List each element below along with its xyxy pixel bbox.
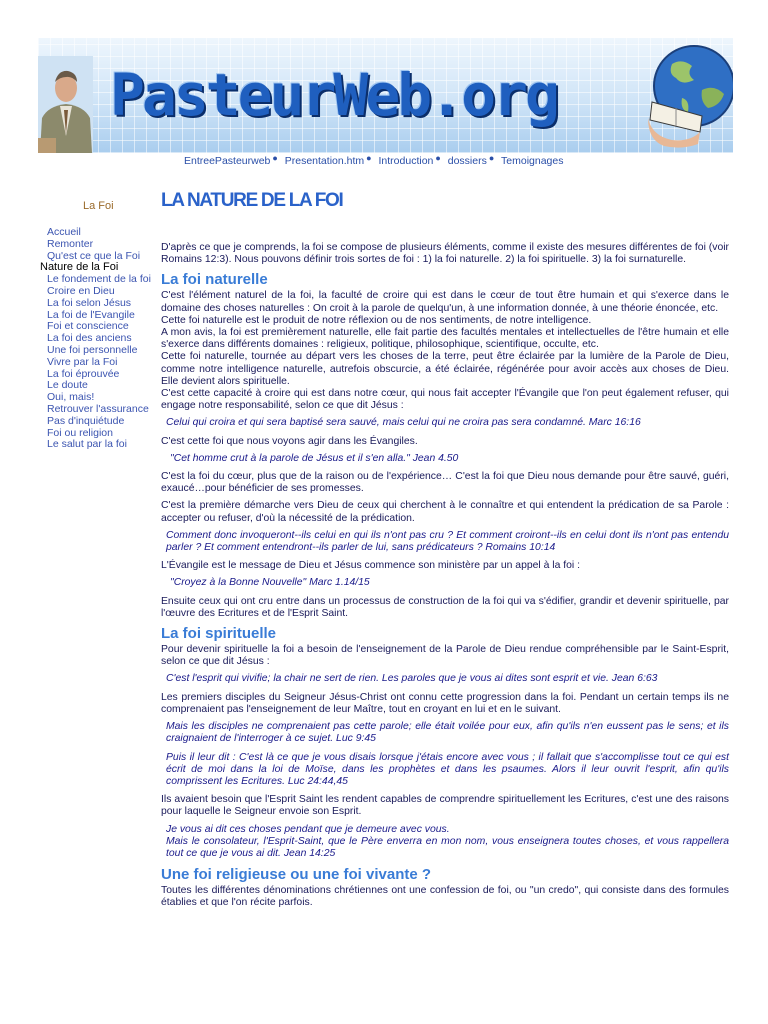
- sidebar-item-foi-ou-religion[interactable]: Foi ou religion: [47, 426, 113, 439]
- sidebar-navigation: [40, 227, 160, 451]
- section-heading-foi-naturelle: La foi naturelle: [161, 271, 268, 289]
- sidebar-item-foi-eprouvee[interactable]: La foi éprouvée: [47, 367, 120, 380]
- sidebar-item-foi-anciens[interactable]: La foi des anciens: [47, 332, 132, 345]
- paragraph: C'est cette capacité à croire qui est dans notre cœur, qui nous fait accepter l'Évangile que l'on peut également refuser, qui engage notre responsabilité, selon ce que dit Jésus :: [161, 388, 729, 412]
- scripture-quote: Mais le consolateur, l'Esprit-Saint, que le Père enverra en mon nom, vous enseignera toutes choses, et vous rappellera tout ce que je vous ai dit. Jean 14:25: [166, 835, 729, 859]
- paragraph: Les premiers disciples du Seigneur Jésus-Christ ont connu cette progression dans la foi. Pendant un certain temps ils ne comprenaient pas l'enseignement de leur Maître, tout en croyant en lui et en le suivant.: [161, 691, 729, 715]
- scripture-quote: Mais les disciples ne comprenaient pas cette parole; elle était voilée pour eux, afin qu'ils n'en eussent pas le sens; et ils craignaient de l'interroger à ce sujet. Luc 9:45: [166, 721, 729, 745]
- sidebar-item-foi-conscience[interactable]: Foi et conscience: [47, 320, 129, 333]
- sidebar-item-foi-personnelle[interactable]: Une foi personnelle: [47, 343, 138, 356]
- sidebar-heading: La Foi: [83, 200, 114, 212]
- sidebar-item-remonter[interactable]: Remonter: [47, 237, 94, 250]
- section-heading-foi-religieuse: Une foi religieuse ou une foi vivante ?: [161, 866, 432, 884]
- sidebar-item-quest-ce-que-la-foi[interactable]: Qu'est ce que la Foi: [47, 249, 141, 262]
- sidebar-item-assurance[interactable]: Retrouver l'assurance: [47, 402, 149, 415]
- sidebar-item-nature-de-la-foi: Nature de la Foi: [40, 261, 119, 274]
- paragraph: Ils avaient besoin que l'Esprit Saint les rendent capables de comprendre spirituellement les Ecritures, c'est une des raisons pour laquelle le Seigneur envoie son Esprit.: [161, 794, 729, 818]
- section-heading-foi-spirituelle: La foi spirituelle: [161, 625, 277, 643]
- scripture-quote: Je vous ai dit ces choses pendant que je demeure avec vous.: [166, 823, 450, 835]
- scripture-quote: "Croyez à la Bonne Nouvelle" Marc 1.14/15: [170, 577, 370, 589]
- nav-link-dossiers[interactable]: dossiers: [447, 155, 487, 167]
- sidebar-item-salut-par-la-foi[interactable]: Le salut par la foi: [47, 438, 127, 451]
- paragraph: Cette foi naturelle est le produit de notre réflexion ou de nos sentiments, de notre intelligence.: [161, 314, 592, 326]
- paragraph: C'est la foi du cœur, plus que de la raison ou de l'expérience… C'est la foi que Dieu nous demande pour être sauvé, guéri, exaucé…pour bénéficier de ses promesses.: [161, 471, 729, 495]
- sidebar-item-oui-mais[interactable]: Oui, mais!: [47, 391, 95, 404]
- bullet-separator: ●: [272, 153, 278, 163]
- top-navigation: [184, 155, 563, 167]
- bullet-separator: ●: [488, 153, 495, 163]
- page-title: LA NATURE DE LA FOI: [161, 190, 343, 211]
- paragraph: Toutes les différentes dénominations chrétiennes ont une confession de foi, ou "un credo", qui consiste dans des formules établies et que l'on récite parfois.: [161, 885, 729, 909]
- paragraph: Cette foi naturelle, tournée au départ vers les choses de la terre, peut être éclairée par la lumière de la Parole de Dieu, comme notre intelligence naturelle, autrefois obscurcie, a été éclairée, régénérée pour avoir accès aux choses de Dieu. Elle devient alors spirituelle.: [161, 351, 729, 387]
- nav-link-introduction[interactable]: Introduction: [378, 155, 434, 167]
- paragraph: Ensuite ceux qui ont cru entre dans un processus de construction de la foi qui va s'édifier, grandir et devenir spirituelle, par l'œuvre des Ecritures et de l'Esprit Saint.: [161, 595, 729, 619]
- pastor-photo: [38, 56, 93, 153]
- nav-link-temoignages[interactable]: Temoignages: [501, 155, 564, 167]
- globe-bible-icon: [642, 40, 733, 150]
- intro-paragraph: D'après ce que je comprends, la foi se compose de plusieurs éléments, comme il existe des mesures différentes de foi (voir Romains 12:3). Nous pouvons définir trois sortes de foi : 1) la foi naturelle. 2) la foi spirituelle. 3) la foi surnaturelle.: [161, 242, 729, 266]
- paragraph: C'est la première démarche vers Dieu de ceux qui cherchent à le connaître et qui entendent la prédication de sa Parole : accepter ou refuser, d'où la nécessité de la prédication.: [161, 500, 729, 524]
- sidebar-item-foi-selon-jesus[interactable]: La foi selon Jésus: [47, 296, 132, 309]
- paragraph: C'est cette foi que nous voyons agir dans les Évangiles.: [161, 435, 418, 447]
- scripture-quote: Puis il leur dit : C'est là ce que je vous disais lorsque j'étais encore avec vous ; il fallait que s'accomplisse tout ce qui est écrit de moi dans la loi de Moïse, dans les prophètes et dans les psaumes. Alors il leur ouvrit l'esprit, afin qu'ils comprissent les Ecritures. Luc 24:44,45: [166, 751, 729, 787]
- sidebar-item-fondement[interactable]: Le fondement de la foi: [47, 273, 151, 286]
- sidebar-item-vivre-par-la-foi[interactable]: Vivre par la Foi: [47, 355, 118, 368]
- paragraph: L'Évangile est le message de Dieu et Jésus commence son ministère par un appel à la foi :: [161, 560, 580, 572]
- main-content: [161, 190, 729, 915]
- scripture-quote: C'est l'esprit qui vivifie; la chair ne sert de rien. Les paroles que je vous ai dites sont esprit et vie. Jean 6:63: [166, 673, 658, 685]
- nav-link-presentation[interactable]: Presentation.htm: [284, 155, 365, 167]
- nav-link-entreepasteurweb[interactable]: EntreePasteurweb: [184, 155, 271, 167]
- sidebar-item-croire-en-dieu[interactable]: Croire en Dieu: [47, 284, 115, 297]
- paragraph: C'est l'élément naturel de la foi, la faculté de croire qui est dans le cœur de tout être humain et qui s'exerce dans le domaine des choses naturelles : On croit à la parole de quelqu'un, à une information donnée, à une théorie énoncée, etc.: [161, 290, 729, 314]
- paragraph: A mon avis, la foi est premièrement naturelle, elle fait partie des facultés mentales et intellectuelles de l'être humain et elle s'exerce dans différents domaines : religieux, politique, philosophique, scientifique, occulte, etc.: [161, 327, 729, 351]
- sidebar-item-doute[interactable]: Le doute: [47, 379, 88, 392]
- site-logo[interactable]: PasteurWeb.org: [110, 61, 557, 129]
- sidebar-item-inquietude[interactable]: Pas d'inquiétude: [47, 414, 125, 427]
- bullet-separator: ●: [366, 153, 372, 163]
- paragraph: Pour devenir spirituelle la foi a besoin de l'enseignement de la Parole de Dieu rendue compréhensible par le Saint-Esprit, selon ce que dit Jésus :: [161, 644, 729, 668]
- sidebar-item-foi-evangile[interactable]: La foi de l'Evangile: [47, 308, 135, 321]
- scripture-quote: Celui qui croira et qui sera baptisé sera sauvé, mais celui qui ne croira pas sera condamné. Marc 16:16: [166, 417, 641, 429]
- site-banner: [38, 38, 733, 153]
- scripture-quote: "Cet homme crut à la parole de Jésus et il s'en alla." Jean 4.50: [170, 452, 459, 464]
- sidebar-item-accueil[interactable]: Accueil: [47, 226, 81, 238]
- bullet-separator: ●: [435, 153, 441, 163]
- scripture-quote: Comment donc invoqueront--ils celui en qui ils n'ont pas cru ? Et comment croiront--ils en celui dont ils n'ont pas entendu parler ? Et comment entendront--ils parler de lui, sans prédicateurs ? Romains 10:14: [166, 529, 729, 554]
